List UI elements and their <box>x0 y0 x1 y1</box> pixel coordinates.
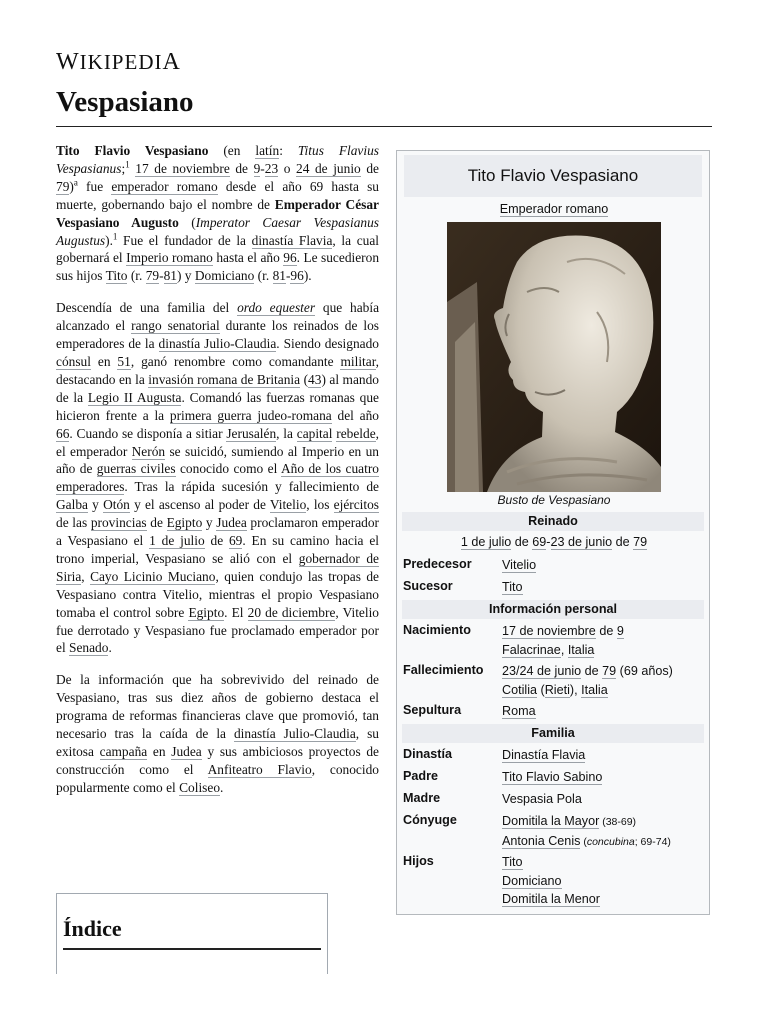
link-egipto[interactable]: Egipto <box>166 515 203 531</box>
link-child-3[interactable]: Domitila la Menor <box>502 892 600 906</box>
link-consul[interactable]: cónsul <box>56 353 91 369</box>
link-britania[interactable]: invasión romana de Britania <box>148 371 301 387</box>
link-death-region[interactable]: Rieti <box>544 682 570 697</box>
spouse-value: Domitila la Mayor (38-69) Antonia Cenis (concubina; 69-74) <box>502 814 671 848</box>
link-birth-country[interactable]: Italia <box>567 642 595 657</box>
link-death-country[interactable]: Italia <box>581 682 608 697</box>
paragraph-1: Tito Flavio Vespasiano (en latín: Titus Flavius Vespasianus;$^1$ 17 de noviembre de 9-23 o 24 de junio de 79)$^a$ fue emperador romano desde el año 69 hasta su muerte, gobernando bajo el nombre de Emperador César Vespasiano Augusto (Imperator Caesar Vespasianus Augustus).$^1$ Fue el fundador de la dinastía Flavia, la cual gobernará el Imperio romano hasta el año 96. Le sucedieron sus hijos Tito (r. 79-81) y Domiciano (r. 81-96). <box>56 143 380 284</box>
children-value <box>502 853 600 909</box>
link-reign-start[interactable]: 1 de julio <box>460 535 512 549</box>
link-capital[interactable]: capital <box>296 425 333 441</box>
link-year[interactable]: 96 <box>283 250 297 266</box>
link-ano[interactable]: Año de los cuatro emperadores <box>56 461 379 495</box>
table-of-contents <box>56 893 328 974</box>
mother-value: Vespasia Pola <box>502 792 582 806</box>
paragraph-3: De la información que ha sobrevivido del reinado de Vespasiano, tras sus diez años de gobierno destaca el programa de reformas financieras clave que promovió, tan necesario tras la caída de la dinastía Julio-Claudia, su exitosa campaña en Judea y sus ambiciosos proyectos de construcción como el Anfiteatro Flavio, conocido popularmente como el Coliseo. <box>56 672 379 795</box>
link-campana[interactable]: campaña <box>99 744 148 759</box>
link-birth-year[interactable]: 9 <box>616 624 624 638</box>
birth-value: 17 de noviembre de 9 Falacrinae, Italia <box>502 624 624 657</box>
link-date[interactable]: 17 de noviembre <box>135 160 230 176</box>
link-year[interactable]: 81 <box>272 268 286 284</box>
link-year[interactable]: 43 <box>308 371 322 387</box>
link-year[interactable]: 79 <box>56 178 70 194</box>
link-guerras-civiles[interactable]: guerras civiles <box>96 461 176 477</box>
dynasty-label: Dinastía <box>403 747 452 761</box>
link-reign-year[interactable]: 79 <box>633 535 648 549</box>
link-child-1[interactable]: Tito <box>502 855 523 869</box>
title-divider <box>56 126 712 127</box>
children-label: Hijos <box>403 854 434 868</box>
death-value: 23/24 de junio de 79 (69 años) Cotilia (Rieti), Italia <box>502 664 673 697</box>
link-date[interactable]: 1 de julio <box>149 533 205 549</box>
link-reign-year[interactable]: 69 <box>532 535 547 549</box>
link-tito[interactable]: Tito <box>105 268 128 284</box>
link-judea[interactable]: Judea <box>216 515 247 531</box>
link-reign-end[interactable]: 23 de junio <box>550 535 613 549</box>
link-guerra[interactable]: primera guerra judeo-romana <box>169 407 332 423</box>
section-reign: Reinado <box>402 512 704 531</box>
article-body <box>56 142 379 811</box>
birth-label: Nacimiento <box>403 623 471 637</box>
link-latin[interactable]: latín <box>255 143 280 158</box>
burial-value[interactable]: Roma <box>502 704 536 718</box>
link-death-date[interactable]: 23/24 de junio <box>502 664 582 678</box>
link-rebelde[interactable]: rebelde <box>336 425 376 441</box>
link-death-place[interactable]: Cotilia <box>502 682 537 697</box>
mother-label: Madre <box>403 791 441 805</box>
link-year[interactable]: 66 <box>56 425 70 441</box>
dynasty-value[interactable]: Dinastía Flavia <box>502 748 586 762</box>
predecessor-label: Predecesor <box>403 557 472 571</box>
spouse-label: Cónyuge <box>403 813 457 827</box>
link-senado[interactable]: Senado <box>69 640 109 656</box>
link-year[interactable]: 96 <box>290 268 304 284</box>
link-julio-claudia[interactable]: dinastía Julio-Claudia <box>233 726 356 742</box>
link-year[interactable]: 79 <box>145 268 160 284</box>
wikipedia-logo[interactable]: WIKIPEDIA <box>56 49 181 75</box>
link-judea[interactable]: Judea <box>171 744 202 759</box>
link-date[interactable]: 23 <box>264 160 279 176</box>
link-oton[interactable]: Otón <box>103 497 130 513</box>
predecessor-value[interactable]: Vitelio <box>502 558 537 572</box>
link-ejercitos[interactable]: ejércitos <box>333 497 380 513</box>
link-child-2[interactable]: Domiciano <box>502 873 562 888</box>
link-emperador[interactable]: emperador romano <box>111 178 218 194</box>
section-personal: Información personal <box>402 600 704 619</box>
link-anfiteatro[interactable]: Anfiteatro Flavio <box>207 761 312 777</box>
bust-image[interactable] <box>447 222 661 492</box>
link-year[interactable]: 9 <box>253 160 261 176</box>
link-neron[interactable]: Nerón <box>131 443 166 459</box>
link-year[interactable]: 51 <box>117 353 131 369</box>
successor-value[interactable]: Tito <box>502 580 523 594</box>
infobox-title: Tito Flavio Vespasiano <box>404 155 702 197</box>
paragraph-2: Descendía de una familia del ordo equester que había alcanzado el rango senatorial durante los reinados de los emperadores de la dinastía Julio-Claudia. Siendo designado cónsul en 51, ganó renombre como comandante militar, destacando en la invasión romana de Britania (43) al mando de la Legio II Augusta. Comandó las fuerzas romanas que hicieron frente a la primera guerra judeo-romana del año 66. Cuando se disponía a sitiar Jerusalén, la capital rebelde, el emperador Nerón se suicidó, sumiendo al Imperio en un año de guerras civiles conocido como el Año de los cuatro emperadores. Tras la rápida sucesión y fallecimiento de Galba y Otón y el ascenso al poder de Vitelio, los ejércitos de las provincias de Egipto y Judea proclamaron emperador a Vespasiano el 1 de julio de 69. En su camino hacia el trono imperial, Vespasiano se alió con el gobernador de Siria, Cayo Licinio Muciano, quien condujo las tropas de Vespasiano contra Vitelio, mientras el propio Vespasiano tomaba el control sobre Egipto. El 20 de diciembre, Vitelio fue derrotado y Vespasiano fue proclamado emperador por el Senado. <box>56 300 380 656</box>
link-date[interactable]: 20 de diciembre <box>247 604 336 620</box>
link-jerusalen[interactable]: Jerusalén <box>226 425 277 441</box>
link-birth-place[interactable]: Falacrinae <box>502 642 561 657</box>
infobox <box>396 150 710 915</box>
link-coliseo[interactable]: Coliseo <box>179 779 221 795</box>
link-vitelio[interactable]: Vitelio <box>269 497 307 513</box>
link-militar[interactable]: militar <box>340 353 376 369</box>
link-domiciano[interactable]: Domiciano <box>194 268 255 284</box>
toc-title: Índice <box>63 916 321 950</box>
link-galba[interactable]: Galba <box>56 497 88 513</box>
bust-of-vespasian-icon <box>447 222 661 492</box>
link-ordo[interactable]: ordo equester <box>237 300 316 316</box>
father-value[interactable]: Tito Flavio Sabino <box>502 770 603 784</box>
link-death-year[interactable]: 79 <box>602 664 617 678</box>
link-provincias[interactable]: provincias <box>90 515 147 531</box>
page-title: Vespasiano <box>56 86 194 118</box>
link-egipto[interactable]: Egipto <box>188 604 225 620</box>
link-julio-claudia[interactable]: dinastía Julio-Claudia <box>158 336 277 352</box>
link-siria[interactable]: gobernador de Siria <box>56 550 379 584</box>
death-label: Fallecimiento <box>403 663 484 677</box>
link-dinastia[interactable]: dinastía Flavia <box>251 232 333 248</box>
link-birth-date[interactable]: 17 de noviembre <box>502 624 596 638</box>
burial-label: Sepultura <box>403 703 462 717</box>
link-rango[interactable]: rango senatorial <box>131 318 220 334</box>
link-muciano[interactable]: Cayo Licinio Muciano <box>90 568 216 584</box>
successor-label: Sucesor <box>403 579 453 593</box>
infobox-subtitle[interactable]: Emperador romano <box>499 202 609 216</box>
link-year[interactable]: 81 <box>163 268 177 284</box>
father-label: Padre <box>403 769 439 783</box>
link-year[interactable]: 69 <box>228 533 243 549</box>
link-date[interactable]: 24 de junio <box>296 160 361 176</box>
section-family: Familia <box>402 724 704 743</box>
link-legio[interactable]: Legio II Augusta <box>87 389 182 405</box>
image-caption: Busto de Vespasiano <box>497 493 611 507</box>
reign-dates: 1 de julio de 69-23 de junio de 79 <box>460 535 648 549</box>
link-spouse-1[interactable]: Domitila la Mayor <box>502 814 600 828</box>
link-spouse-2[interactable]: Antonia Cenis <box>502 833 581 848</box>
link-imperio[interactable]: Imperio romano <box>126 250 213 266</box>
